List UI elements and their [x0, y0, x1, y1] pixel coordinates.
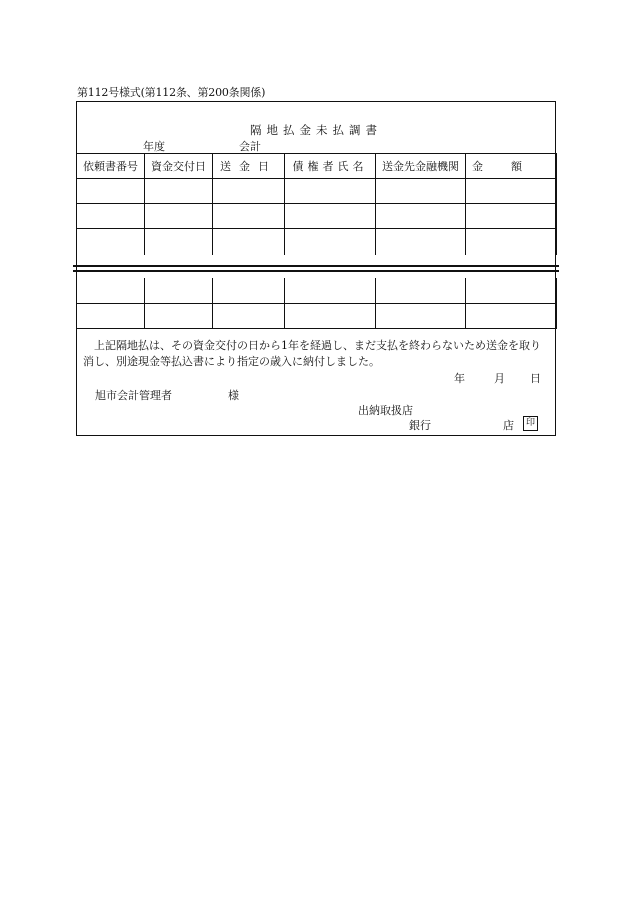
unpaid-table-top	[76, 153, 557, 255]
table-row	[77, 179, 557, 204]
table-cell[interactable]	[213, 204, 285, 229]
table-cell[interactable]	[145, 229, 213, 255]
table-cell[interactable]	[145, 179, 213, 204]
unpaid-table-bottom	[76, 278, 557, 329]
table-cell[interactable]	[213, 303, 285, 328]
table-cell[interactable]	[145, 278, 213, 303]
addressee: 旭市会計管理者	[95, 389, 172, 402]
table-cell[interactable]	[77, 278, 145, 303]
table-cell[interactable]	[376, 229, 466, 255]
table-cell[interactable]	[466, 278, 557, 303]
table-cell[interactable]	[213, 179, 285, 204]
column-header-creditor-name: 債権者氏名	[285, 154, 376, 179]
seal-stamp-box: 印	[523, 416, 538, 431]
table-cell[interactable]	[77, 229, 145, 255]
table-row	[77, 204, 557, 229]
form-box	[76, 101, 556, 436]
table-cell[interactable]	[145, 303, 213, 328]
branch-label: 店	[503, 419, 514, 432]
table-cell[interactable]	[376, 179, 466, 204]
table-cell[interactable]	[466, 229, 557, 255]
table-cell[interactable]	[285, 204, 376, 229]
column-header-amount: 金額	[466, 154, 557, 179]
form-number-label: 第112号様式(第112条、第200条関係)	[77, 86, 266, 99]
table-cell[interactable]	[213, 229, 285, 255]
table-cell[interactable]	[213, 278, 285, 303]
date-month-label: 月	[494, 372, 505, 385]
table-cell[interactable]	[77, 204, 145, 229]
date-day-label: 日	[530, 372, 541, 385]
date-year-label: 年	[454, 372, 465, 385]
disbursement-office-label: 出納取扱店	[358, 404, 413, 417]
notice-text: 上記隔地払は、その資金交付の日から1年を経過し、まだ支払を終わらないため送金を取り消し、別途現金等払込書により指定の歳入に納付しました。	[83, 339, 541, 368]
column-header-bank: 送金先金融機関	[376, 154, 466, 179]
table-cell[interactable]	[466, 204, 557, 229]
account-label: 会計	[239, 140, 261, 153]
table-row	[77, 278, 557, 303]
column-header-funding-date: 資金交付日	[145, 154, 213, 179]
table-cell[interactable]	[466, 179, 557, 204]
table-cell[interactable]	[376, 303, 466, 328]
table-cell[interactable]	[285, 229, 376, 255]
table-cell[interactable]	[285, 303, 376, 328]
table-break-line	[73, 265, 559, 267]
table-cell[interactable]	[376, 204, 466, 229]
table-header-row	[77, 154, 557, 179]
form-title: 隔地払金未払調書	[250, 123, 382, 137]
column-header-remittance-date: 送金日	[213, 154, 285, 179]
table-cell[interactable]	[285, 278, 376, 303]
column-header-request-number: 依頼書番号	[77, 154, 145, 179]
table-break-line	[73, 270, 559, 272]
table-cell[interactable]	[376, 278, 466, 303]
table-cell[interactable]	[77, 303, 145, 328]
table-row	[77, 229, 557, 255]
fiscal-year-label: 年度	[143, 140, 165, 153]
honorific: 様	[228, 389, 239, 402]
table-cell[interactable]	[285, 179, 376, 204]
table-cell[interactable]	[145, 204, 213, 229]
table-cell[interactable]	[77, 179, 145, 204]
table-cell[interactable]	[466, 303, 557, 328]
table-row	[77, 303, 557, 328]
bank-label: 銀行	[409, 419, 431, 432]
